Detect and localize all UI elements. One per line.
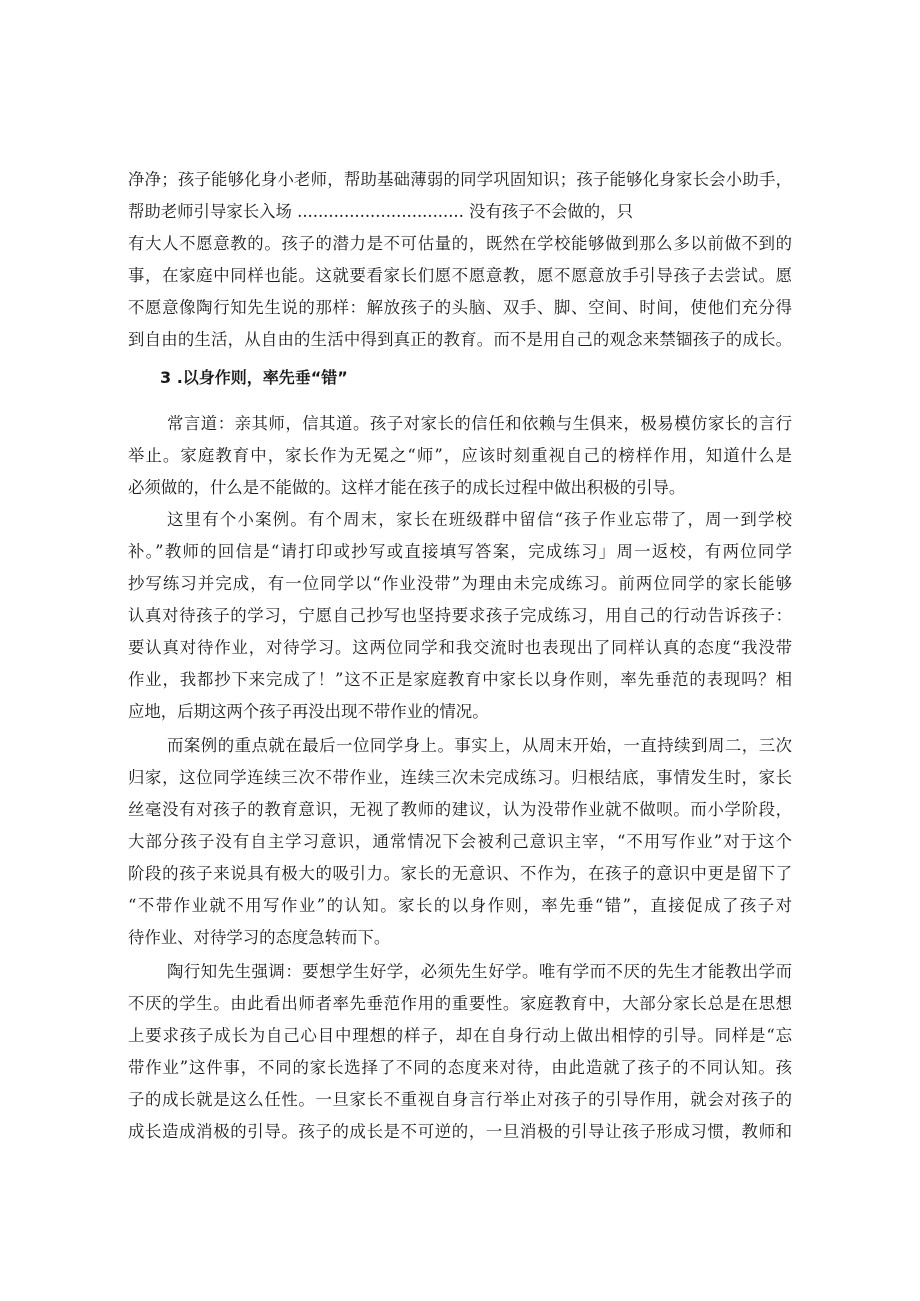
text-line: 这里有个小案例。有个周末，家长在班级群中留信“孩子作业忘带了，周一到学校 bbox=[167, 510, 792, 529]
text-line: 带作业”这件事，不同的家长选择了不同的态度来对待，由此造就了孩子的不同认知。孩 bbox=[128, 1058, 792, 1077]
text-line: 大部分孩子没有自主学习意识，通常情况下会被利己意识主宰，“不用写作业”对于这个 bbox=[128, 832, 792, 851]
text-line: 补。”教师的回信是“请打印或抄写或直接填写答案，完成练习」周一返校，有两位同学 bbox=[128, 542, 792, 561]
text-line: 而案例的重点就在最后一位同学身上。事实上，从周末开始，一直持续到周二，三次 bbox=[167, 736, 792, 755]
text-line: 要认真对待作业，对待学习。这两位同学和我交流时也表现出了同样认真的态度“我没带 bbox=[128, 638, 792, 657]
text-line: 归家，这位同学连续三次不带作业，连续三次未完成练习。归根结底，事情发生时，家长 bbox=[128, 768, 792, 787]
text-line: 认真对待孩子的学习，宁愿自己抄写也坚持要求孩子完成练习，用自己的行动告诉孩子： bbox=[128, 606, 792, 625]
text-line: 应地，后期这两个孩子再没出现不带作业的情况。 bbox=[128, 702, 489, 721]
text-line: 常言道：亲其师，信其道。孩子对家长的信任和依赖与生俱来，极易模仿家长的言行 bbox=[167, 414, 792, 433]
text-line: 子的成长就是这么任性。一旦家长不重视自身言行举止对孩子的引导作用，就会对孩子的 bbox=[128, 1090, 792, 1109]
text-line: 不厌的学生。由此看出师者率先垂范作用的重要性。家庭教育中，大部分家长总是在思想 bbox=[128, 994, 792, 1013]
text-line: 必须做的，什么是不能做的。这样才能在孩子的成长过程中做出积极的引导。 bbox=[128, 478, 686, 497]
text-line: 丝毫没有对孩子的教育意识，无视了教师的建议，认为没带作业就不做呗。而小学阶段， bbox=[128, 800, 792, 819]
text-line: 事，在家庭中同样也能。这就要看家长们愿不愿意教，愿不愿意放手引导孩子去尝试。愿 bbox=[128, 266, 792, 285]
text-line: 到自由的生活，从自由的生活中得到真正的教育。而不是用自己的观念来禁锢孩子的成长。 bbox=[128, 330, 792, 349]
text-line: 上要求孩子成长为自己心目中理想的样子，却在自身行动上做出相悖的引导。同样是“忘 bbox=[128, 1026, 792, 1045]
text-line: 成长造成消极的引导。孩子的成长是不可逆的，一旦消极的引导让孩子形成习惯，教师和 bbox=[128, 1122, 792, 1141]
text-line: 阶段的孩子来说具有极大的吸引力。家长的无意识、不作为，在孩子的意识中更是留下了 bbox=[128, 864, 792, 883]
text-line: “不带作业就不用写作业”的认知。家长的以身作则，率先垂“错”，直接促成了孩子对 bbox=[128, 896, 792, 915]
text-line: 抄写练习并完成，有一位同学以“作业没带”为理由未完成练习。前两位同学的家长能够 bbox=[128, 574, 792, 593]
text-line: 举止。家庭教育中，家长作为无冕之“师”，应该时刻重视自己的榜样作用，知道什么是 bbox=[128, 446, 792, 465]
text-line: 有大人不愿意教的。孩子的潜力是不可估量的，既然在学校能够做到那么多以前做不到的 bbox=[128, 234, 792, 253]
text-line: 净净；孩子能够化身小老师，帮助基础薄弱的同学巩固知识；孩子能够化身家长会小助手， bbox=[128, 170, 792, 189]
text-line: 作业，我都抄下来完成了！”这不正是家庭教育中家长以身作则，率先垂范的表现吗？相 bbox=[128, 670, 792, 689]
text-line: 帮助老师引导家长入场 ................................ 没有孩子不会做的，只 bbox=[128, 202, 633, 221]
text-line: 陶行知先生强调：要想学生好学，必须先生好学。唯有学而不厌的先生才能教出学而 bbox=[167, 962, 792, 981]
section-heading: 3 .以身作则，率先垂“错” bbox=[160, 368, 348, 387]
text-line: 不愿意像陶行知先生说的那样：解放孩子的头脑、双手、脚、空间、时间，使他们充分得 bbox=[128, 298, 792, 317]
text-line: 待作业、对待学习的态度急转而下。 bbox=[128, 928, 391, 947]
